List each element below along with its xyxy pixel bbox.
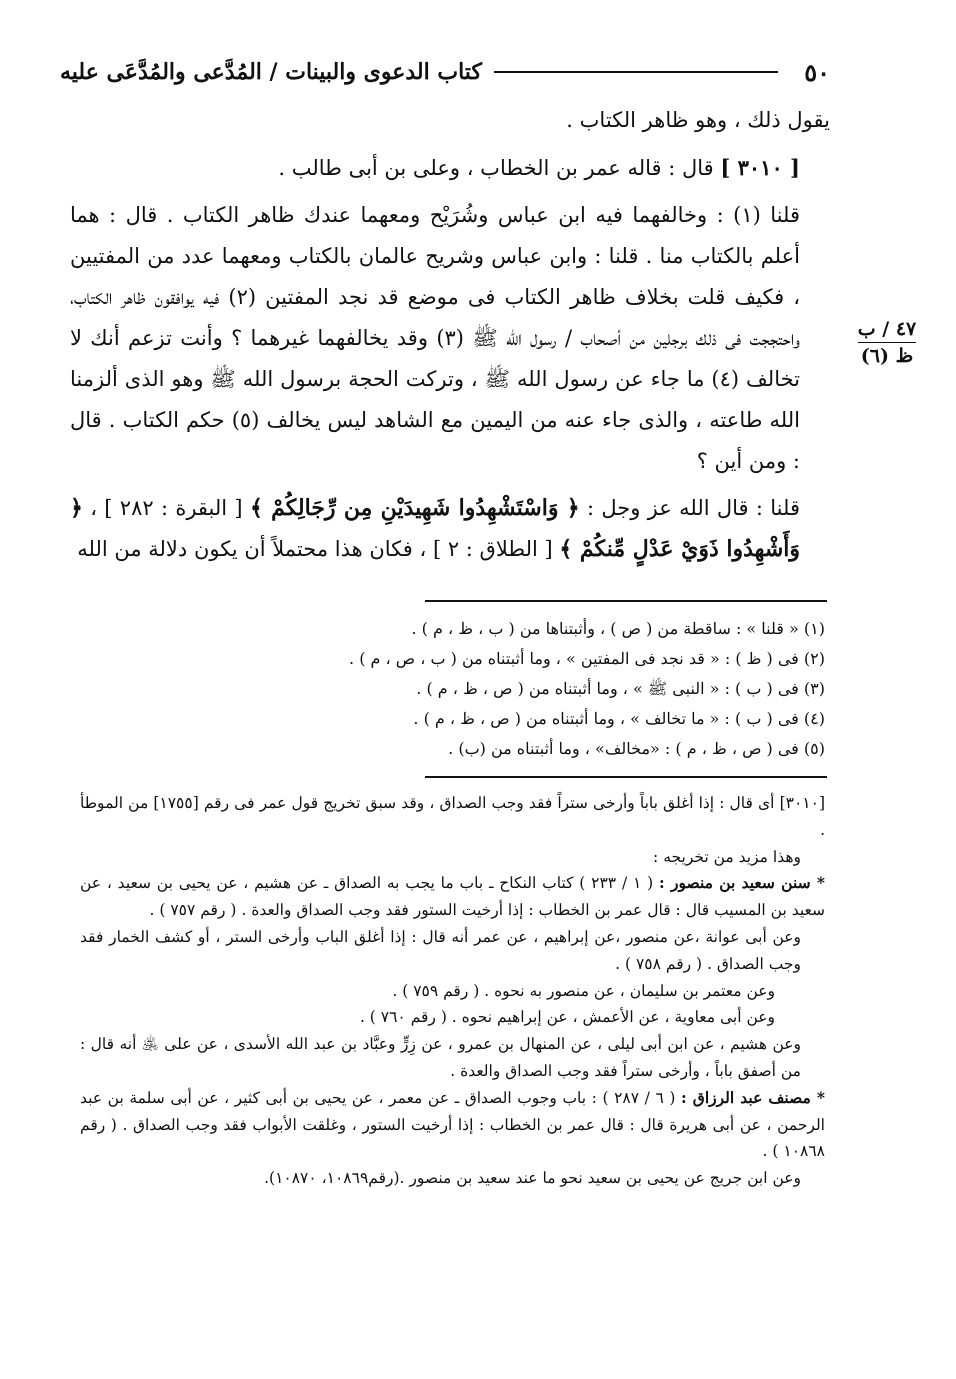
paragraph-4: [70, 488, 830, 570]
footnote-4: (٤) فى ( ب ) : « ما تخالف » ، وما أثبتناه من ( ص ، ظ ، م ) .: [413, 709, 825, 728]
quran-verse-1: ﴿ وَاسْتَشْهِدُوا شَهِيدَيْنِ مِن رِّجَالِكُمْ ﴾: [249, 495, 580, 521]
entry-number: [ ٣٠١٠ ]: [720, 155, 800, 180]
quran-verse-2: ﴿ وَأَشْهِدُوا ذَوَيْ عَدْلٍ مِّنكُمْ ﴾: [70, 495, 800, 562]
commentary-entry: [٣٠١٠] أى قال : إذا أغلق باباً وأرخى ستراً فقد وجب الصداق ، وقد سبق تخريج قول عمر فى رقم [١٧٥٥] من الموطأ .: [80, 794, 825, 839]
commentary-line: وعن ابن جريج عن يحيى بن سعيد نحو ما عند سعيد بن منصور .(رقم١٠٨٦٩، ١٠٨٧٠).: [264, 1169, 801, 1188]
source-title: * سنن سعيد بن منصور :: [659, 873, 826, 893]
commentary-line: وهذا مزيد من تخريجه :: [653, 847, 801, 866]
margin-note-rule: [858, 342, 916, 343]
source-title: * مصنف عبد الرزاق :: [681, 1087, 825, 1107]
commentary-line: وعن أبى معاوية ، عن الأعمش ، عن إبراهيم نحوه . ( رقم ٧٦٠ ) .: [359, 1008, 775, 1027]
footnote-2: (٢) فى ( ظ ) : « قد نجد فى المفتين » ، وما أثبتناه من ( ب ، ص ، م ) .: [349, 649, 825, 668]
footnote-5: (٥) فى ( ص ، ظ ، م ) : «مخالف» ، وما أثبتناه من (ب) .: [448, 739, 825, 758]
manuscript-margin-note: [852, 318, 922, 367]
commentary-line: وعن هشيم ، عن ابن أبى ليلى ، عن المنهال بن عمرو ، عن زِرٍّ وعبَّاد بن عبد الله الأسدى ، عن على ﵁ أنه قال : من أصفق باباً ، وأرخى ستراً فقد وجب الصداق والعدة .: [80, 1035, 801, 1080]
header-rule: [494, 71, 778, 73]
commentary-separator: [425, 776, 827, 778]
source-text: ( ١ / ٢٣٣ ) كتاب النكاح ـ باب ما يجب به الصداق ـ عن هشيم ، عن يحيى بن سعيد ، عن سعيد بن المسيب قال : قال عمر بن الخطاب : إذا أرخيت الستور فقد وجب الصداق والعدة . ( رقم ٧٥٧ ) .: [80, 874, 825, 920]
footnote-separator: [425, 600, 827, 602]
main-text: [70, 100, 830, 576]
running-title: كتاب الدعوى والبينات / المُدَّعى والمُدَّعَى عليه: [60, 59, 482, 85]
entry-text: قال : قاله عمر بن الخطاب ، وعلى بن أبى طالب .: [278, 156, 721, 180]
paragraph-2: [70, 147, 830, 189]
margin-note-top: ٤٧ / ب: [857, 318, 917, 340]
p4-part-c: [ الطلاق : ٢ ] ، فكان هذا محتملاً أن يكون دلالة من الله: [77, 537, 560, 561]
margin-note-bottom: ظ (٦): [860, 345, 914, 367]
commentary-source: [80, 1085, 825, 1165]
commentary-line: وعن معتمر بن سليمان ، عن منصور به نحوه . ( رقم ٧٥٩ ) .: [392, 981, 775, 1000]
footnote-3: (٣) فى ( ب ) : « النبى ﷺ » ، وما أثبتناه من ( ص ، ظ ، م ) .: [416, 679, 825, 698]
footnote-1: (١) « قلنا » : ساقطة من ( ص ) ، وأثبتناها من ( ب ، ظ ، م ) .: [411, 619, 825, 638]
p4-part-b: [ البقرة : ٢٨٢ ] ،: [82, 496, 250, 520]
paragraph-1: يقول ذلك ، وهو ظاهر الكتاب .: [566, 108, 830, 132]
commentary-source: [80, 870, 825, 924]
source-text: ( ٦ / ٢٨٧ ) : باب وجوب الصداق ـ عن معمر ، عن يحيى بن أبى كثير ، عن أبى سلمة بن عبد الرحمن ، عن أبى هريرة قال : قال عمر بن الخطاب : إذا أرخيت الستور ، وغلقت الأبواب فقد وجب الصداق . ( رقم ١٠٨٦٨ ) .: [80, 1088, 825, 1161]
page-header: [60, 52, 830, 92]
p4-part-a: قلنا : قال الله عز وجل :: [579, 496, 800, 520]
page-number: ٥٠: [804, 57, 830, 87]
commentary: [80, 790, 825, 1192]
commentary-line: وعن أبى عوانة ،عن منصور ،عن إبراهيم ، عن عمر أنه قال : إذا أغلق الباب وأرخى الستر ، أو كشف الخمار فقد وجب الصداق . ( رقم ٧٥٨ ) .: [80, 927, 801, 973]
footnotes: [300, 614, 825, 764]
paragraph-3: قلنا (١) : وخالفهما فيه ابن عباس وشُرَيْح ومعهما عندك ظاهر الكتاب . قال : هما أعلم بالكتاب منا . قلنا : وابن عباس وشريح عالمان بالكتاب ومعهما عدد من المفتيين ، فكيف قلت بخلاف ظاهر الكتاب فى موضع قد نجد المفتين (٢) فيه يوافقون ظاهر الكتاب، واحتججت فى ذلك برجلين من أصحاب / رسول الله ﷺ (٣) وقد يخالفهما غيرهما ؟ وأنت تزعم أنك لا تخالف (٤) ما جاء عن رسول الله ﷺ ، وتركت الحجة برسول الله ﷺ وهو الذى ألزمنا الله طاعته ، والذى جاء عنه من اليمين مع الشاهد ليس يخالف (٥) حكم الكتاب . قال : ومن أين ؟: [70, 203, 800, 473]
